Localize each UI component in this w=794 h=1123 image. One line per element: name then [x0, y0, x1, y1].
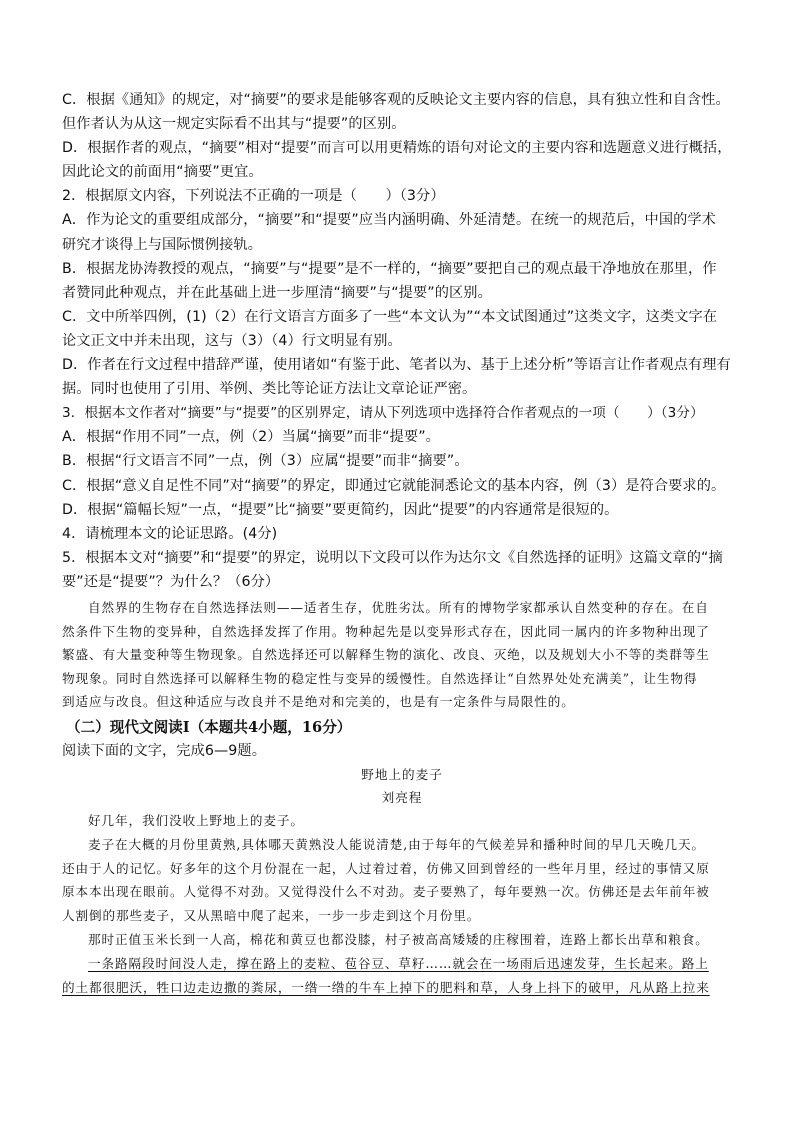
story-title: 野地上的麦子 — [361, 767, 443, 783]
question-5-stem-line2: 要”还是“提要”？为什么？（6分） — [62, 573, 280, 590]
question-2-option-a-line2: 研究才谈得上与国际惯例接轨。 — [62, 236, 263, 253]
question-3-option-c: C．根据“意义自足性不同”对“摘要”的界定，即通过它就能洞悉论文的基本内容，例（3）是符合要求的。 — [62, 477, 726, 494]
question-2-option-c-line1: C．文中所举四例，(1)（2）在行文语言方面多了一些“本文认为”“本文试图通过”这类文字，这类文字在 — [62, 308, 718, 325]
question-3-stem: 3．根据本文作者对“摘要”与“提要”的区别界定，请从下列选项中选择符合作者观点的一项（ ）（3分） — [62, 405, 704, 422]
question-5-stem-line1: 5．根据本文对“摘要”和“提要”的界定，说明以下文段可以作为达尔文《自然选择的证明》这篇文章的“摘 — [62, 549, 723, 566]
option-c-line2: 但作者认为从这一规定实际看不出其与“提要”的区别。 — [62, 116, 406, 133]
darwin-passage — [62, 596, 742, 714]
option-c-line1: C．根据《通知》的规定，对“摘要”的要求是能够客观的反映论文主要内容的信息，具有独立性和自含性。 — [62, 92, 730, 108]
section-2-instruction: 阅读下面的文字，完成6—9题。 — [62, 742, 266, 759]
story-paragraph-2-line2: 还由于人的记忆。好多年的这个月份混在一起，人过着过着，仿佛又回到曾经的一些年月里，经过的事情又原 — [62, 860, 710, 876]
story-paragraph-2-line1: 麦子在大概的月份里黄熟,具体哪天黄熟没人能说清楚,由于每年的气候差异和播种时间的早几天晚几天。 — [88, 836, 706, 852]
story-paragraph-4-line1 — [62, 952, 742, 976]
section-2-heading: （二）现代文阅读Ⅰ（本题共4小题，16分） — [66, 718, 352, 736]
question-3-option-b: B．根据“行文语言不同”一点，例（3）应属“提要”而非“摘要”。 — [62, 453, 469, 470]
question-2-option-c-line2: 论文正文中并未出现，这与（3）（4）行文明显有别。 — [62, 332, 402, 349]
question-3-option-a: A．根据“作用不同”一点，例（2）当属“摘要”而非“提要”。 — [62, 429, 440, 446]
story-paragraph-2-line4: 人割倒的那些麦子，又从黑暗中爬了起来，一步一步走到这个月份里。 — [62, 908, 481, 924]
question-2-option-a-line1: A．作为论文的重要组成部分，“摘要”和“提要”应当内涵明确、外延清楚。在统一的规范后，中国的学术 — [62, 212, 716, 229]
option-d-line2: 因此论文的前面用“摘要”更宜。 — [62, 164, 263, 181]
underlined-sentence: 一条路隔段时间没人走，撑在路上的麦粒、苞谷豆、草籽……就会在一场雨后迅速发芽，生长起来。 — [88, 955, 682, 971]
underlined-text: 路上 — [681, 955, 709, 971]
passage-line: 自然界的生物存在自然选择法则——适者生存，优胜劣汰。所有的博物学家都承认自然变种的存在。在自 — [88, 599, 709, 615]
question-2-option-b-line1: B．根据龙协涛教授的观点，“摘要”与“提要”是不一样的，“摘要”要把自己的观点最干净地放在那里，作 — [62, 260, 717, 277]
question-3-option-d: D．根据“篇幅长短”一点，“提要”比“摘要”要更简约，因此“提要”的内容通常是很短的。 — [62, 501, 619, 518]
question-2-option-d-line2: 据。同时也使用了引用、举例、类比等论证方法让文章论证严密。 — [62, 381, 477, 398]
question-2-option-d-line1: D．作者在行文过程中措辞严谨，使用诸如“有鉴于此、笔者以为、基于上述分析”等语言让作者观点有理有 — [62, 357, 731, 374]
question-2-option-b-line2: 者赞同此种观点，并在此基础上进一步厘清“摘要”与“提要”的区别。 — [62, 284, 492, 301]
passage-line: 繁盛、有大量变种等生物现象。自然选择还可以解释生物的演化、改良、灭绝，以及规划大小不等的类群等生 — [62, 647, 710, 663]
story-author: 刘亮程 — [381, 790, 423, 806]
question-4-stem: 4．请梳理本文的论证思路。(4分) — [62, 525, 278, 542]
passage-line: 然条件下生物的变异种，自然选择发挥了作用。物种起先是以变异形式存在，因此同一属内的许多物种出现了 — [62, 623, 710, 639]
passage-line: 到适应与改良。但这种适应与改良并不是绝对和完美的，也是有一定条件与局限性的。 — [62, 694, 575, 710]
story-paragraph-3: 那时正值玉米长到一人高，棉花和黄豆也都没膝，村子被高高矮矮的庄稼围着，连路上都长出草和粮食。 — [88, 932, 709, 948]
question-2-stem: 2．根据原文内容，下列说法不正确的一项是（ ）（3分） — [62, 188, 445, 205]
passage-line: 物现象。同时自然选择可以解释生物的稳定性与变异的缓慢性。自然选择让“自然界处处充满美”，让生物得 — [62, 670, 698, 686]
story-paragraph-2-line3: 原本本出现在眼前。人觉得不对劲。又觉得没什么不对劲。麦子要熟了，每年要熟一次。仿佛还是去年前年被 — [62, 884, 710, 900]
story-paragraph-4-line2: 的土都很肥沃，牲口边走边撒的粪尿，一绺一绺的牛车上掉下的肥料和草，人身上抖下的破甲，凡从路上拉来 — [62, 979, 710, 995]
story-paragraph-1: 好几年，我们没收上野地上的麦子。 — [88, 813, 304, 829]
document-page — [62, 88, 742, 999]
option-d-line1: D．根据作者的观点，“摘要”相对“提要”而言可以用更精炼的语句对论文的主要内容和选题意义进行概括， — [62, 140, 732, 157]
